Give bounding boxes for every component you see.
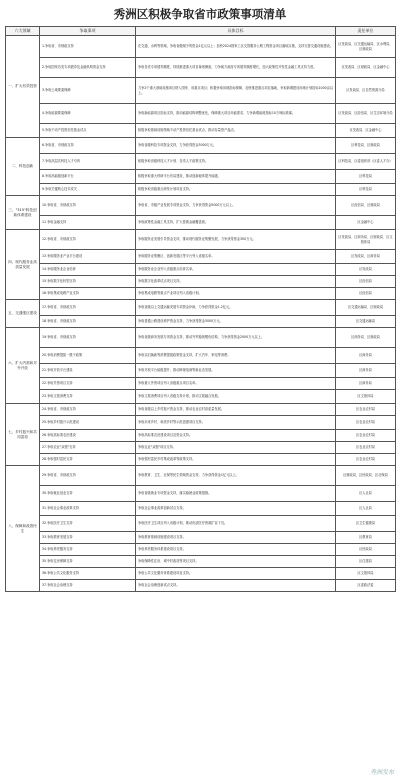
unit-cell: 区商务局 [336,364,396,378]
table-row [6,556,396,568]
goal-cell: 争取高标准农田建设项目及资金支持。 [136,430,336,442]
task-cell: 28.争取强村富民支持 [40,454,136,466]
table-row [6,58,396,78]
table-row [6,442,396,454]
category-cell: 一、扩大有效投资 [6,36,40,138]
unit-cell: 区经信局 [336,276,396,288]
goal-cell: 争取数字化改革试点项目支持。 [136,276,336,288]
goal-cell: 积极争取省级重点研发计划项目支持。 [136,184,336,196]
task-cell: 10.争取省、市财政支持 [40,196,136,216]
table-row [6,328,396,348]
task-cell: 6.争取省、市财政支持 [40,138,136,154]
header-goal: 具体目标 [136,27,336,36]
table-row [6,568,396,580]
task-cell: 22.争取外资项目支持 [40,378,136,390]
task-cell: 34.争取养老服务支持 [40,544,136,556]
goal-cell: 争取服务业企业列入省级重点培育名单。 [136,264,336,276]
table-row [6,250,396,264]
task-cell: 32.争取医疗卫生支持 [40,516,136,532]
unit-cell: 区农业农村局 [336,454,396,466]
goal-cell: 在交通、水利等领域，争取省级赋予的资金1亿元以上；加快2024国家工区交管服务公路工程资金项目落地实施，支持完善交通设施建设。 [136,36,336,58]
unit-cell: 区财政局、区民政局、区社保局 [336,466,396,486]
table-row [6,104,396,124]
category-cell: 五、交通强区建设 [6,300,40,328]
task-cell: 25.争取乡村振兴示范建设 [40,416,136,430]
header-category: 六大领域 [6,27,40,36]
table-row [6,184,396,196]
task-cell: 29.争取省、市财政支持 [40,466,136,486]
unit-cell: 区发改局、区商务局 [336,250,396,264]
table-row [6,36,396,58]
table-row [6,78,396,104]
unit-cell: 区经信局 [336,288,396,300]
task-cell: 30.争取就业创业支持 [40,486,136,502]
unit-cell: 区发改局、区商务局、区财政局、区文旅体局 [336,230,396,250]
task-cell: 35.争取住房保障支持 [40,556,136,568]
task-cell: 33.争取教育发展支持 [40,532,136,544]
unit-cell: 区农业农村局 [336,404,396,416]
unit-cell: 区商务局 [336,378,396,390]
table-row [6,230,396,250]
table-row [6,138,396,154]
table-row [6,486,396,502]
table-row [6,544,396,556]
task-cell: 23.争取文旅消费支持 [40,390,136,404]
goal-cell: 争取政策性金融工具支持，扩大普惠金融覆盖面。 [136,216,336,230]
goal-cell: 积极争取重大科研平台布局建设，推动创新载体提升能级。 [136,170,336,184]
table-row [6,404,396,416]
task-cell: 7.争取高层次科技人才引育 [40,154,136,170]
unit-cell: 区发改局、区自然资源分局 [336,78,396,104]
task-cell: 36.争取公共文化服务支持 [40,568,136,580]
table-row [6,466,396,486]
table-row [6,124,396,138]
category-cell: 二、科技创新 [6,138,40,196]
unit-cell: 区科技局 [336,170,396,184]
table-body [6,36,396,592]
goal-cell: 力争2个重大基础设施项目纳入国家、省重点项目；积极争取用地指标保障，加快推进重点项目落地，争取新增建设用地计划指标1000亩以上。 [136,78,336,104]
goal-cell: 争取省级科技专项资金支持，力争获得资金3000万元。 [136,138,336,154]
task-cell: 1.争取省、市财政支持 [40,36,136,58]
unit-cell: 区商务局 [336,348,396,364]
unit-cell: 区交通运输局 [336,316,396,328]
unit-cell: 区交通运输局、区财政局 [336,300,396,316]
task-cell: 24.争取省、市财政支持 [40,404,136,416]
goal-cell: 争取服务业发展引导资金支持，推动现代服务业集聚发展，力争获得资金300万元。 [136,230,336,250]
goal-cell: 争取未来乡村、和美乡村等示范创建项目支持。 [136,416,336,430]
task-cell: 15.争取数字化转型支持 [40,276,136,288]
goal-cell: 争取省、市级产业发展专项资金支持，力争获得资金5000万元以上。 [136,196,336,216]
unit-cell: 区科技局、区委组织部（区委人才办） [336,154,396,170]
unit-cell: 区人社局 [336,502,396,516]
category-cell: 七、乡村振兴和共同富裕 [6,404,40,466]
unit-cell: 区商务局、区财政局 [336,328,396,348]
category-cell: 三、"315"科技创新体系建设 [6,196,40,230]
goal-cell: 争取省级商务发展专项资金支持，推动外贸稳规模优结构，力争获得资金2000万元以上。 [136,328,336,348]
table-row [6,170,396,184]
task-cell: 20.争取消费提振一揽子政策 [40,348,136,364]
task-cell: 12.争取省、市财政支持 [40,230,136,250]
task-cell: 9.争取关键核心技术攻关 [40,184,136,196]
goal-cell: 争取以旧换新等消费提振政策资金支持，扩大汽车、家电等消费。 [136,348,336,364]
goal-cell: 争取教育、卫生、社保等民生领域资金支持，力争获得资金1亿元以上。 [136,466,336,486]
task-cell: 21.争取开放平台建设 [40,364,136,378]
unit-cell: 区农业农村局 [336,442,396,454]
unit-cell: 区文旅体局 [336,390,396,404]
unit-cell: 区科技局 [336,184,396,196]
goal-cell: 积极争取基础设施领域不动产投资信托基金试点，推动存量资产盘活。 [136,124,336,138]
goal-cell: 争取养老服务体系建设项目支持。 [136,544,336,556]
unit-cell: 区农业农村局 [336,430,396,442]
task-cell: 14.争取服务业企业培育 [40,264,136,276]
table-row [6,348,396,364]
unit-cell: 区卫生健康局 [336,516,396,532]
category-cell: 八、保障和改善民生 [6,466,40,592]
unit-cell: 区发改局、区交通运输局、区水利局、区财政局 [336,36,396,58]
header-task: 争取事项 [40,27,136,36]
goal-cell: 争取省级以上交通运输发展专项资金补助，力争获得资金1.2亿元。 [136,300,336,316]
unit-cell: 区教育局 [336,532,396,544]
goal-cell: 争取文旅消费项目列入省级支持计划，推动文旅融合发展。 [136,390,336,404]
goal-cell: 争取强村富民乡村集成改革等政策支持。 [136,454,336,466]
goal-cell: 争取公共文化服务体系建设项目支持。 [136,568,336,580]
goal-cell: 争取社会事业改革创新试点支持。 [136,502,336,516]
unit-cell: 区发改局、区经信局、区生态环境分局 [336,104,396,124]
unit-cell: 区文旅体局 [336,568,396,580]
task-cell: 4.争取能源要素保障 [40,104,136,124]
task-cell: 3.争取土地要素保障 [40,78,136,104]
task-cell: 19.争取省、市财政支持 [40,328,136,348]
goal-cell: 争取各类专项债券额度，持续推进重大项目谋划储备，力争地方政府专项债券额度增长，加大政策性开发性金融工具支持力度。 [136,58,336,78]
task-cell: 37.争取社会治理支持 [40,580,136,592]
unit-cell: 区住建局 [336,556,396,568]
task-cell: 27.争取农业"双强"支持 [40,442,136,454]
unit-cell: 区经信局、区财政局 [336,196,396,216]
table-row [6,216,396,230]
goal-cell: 争取省级以上乡村振兴资金支持，推动农业农村高质量发展。 [136,404,336,416]
task-cell: 17.争取省、市财政支持 [40,300,136,316]
goal-cell: 争取保障性住房、城中村改造等项目支持。 [136,556,336,568]
table-row [6,364,396,378]
unit-cell: 区科技局、区财政局 [336,138,396,154]
task-cell: 2.争取国家各类专项债券及金融机构资金支持 [40,58,136,78]
unit-cell: 区农业农村局 [336,416,396,430]
goal-cell: 争取农业"双强"项目支持。 [136,442,336,454]
goal-cell: 争取服务业集聚区、创新发展区等平台列入省级名单。 [136,250,336,264]
table-row [6,264,396,276]
goal-cell: 争取教育基础设施建设项目支持。 [136,532,336,544]
document-title: 秀洲区积极争取省市政策事项清单 [113,7,287,21]
table-row [6,276,396,288]
header-unit: 责任单位 [336,27,396,36]
unit-cell: 区发改局 [336,264,396,276]
task-cell: 11.争取金融支持 [40,216,136,230]
task-cell: 13.争取服务业产业平台建设 [40,250,136,264]
goal-cell: 积极争取省级科技人才计划、各类人才政策支持。 [136,154,336,170]
table-row [6,416,396,430]
unit-cell: 区委政法委 [336,580,396,592]
table-header-row [6,27,396,36]
table-row [6,300,396,316]
task-cell: 5.争取不动产投资信托基金试点 [40,124,136,138]
category-cell: 六、扩大内需和对外开放 [6,328,40,404]
table-row [6,580,396,592]
table-row [6,430,396,442]
goal-cell: 争取开放平台能级提升，推动跨境电商等新业态发展。 [136,364,336,378]
unit-cell: 区发改局、区财政局、区金融中心 [336,58,396,78]
watermark: 秀洲发布 [369,769,394,776]
goal-cell: 争取医疗卫生项目列入省级计划，推动优质医疗资源扩容下沉。 [136,516,336,532]
goal-cell: 争取新能源项目指标支持，推动能源结构调整优化，保障重大项目用能需求，力争新增能耗指标10万吨标准煤。 [136,104,336,124]
goal-cell: 争取集成电路等重点产业项目列入省级计划。 [136,288,336,300]
table-row [6,196,396,216]
table-row [6,532,396,544]
goal-cell: 争取省级就业专项资金支持，落实稳就业政策措施。 [136,486,336,502]
table-row [6,288,396,300]
table-row [6,154,396,170]
table-row [6,378,396,390]
table-row [6,454,396,466]
category-cell: 四、现代服务业高质量发展 [6,230,40,300]
unit-cell: 区发改局、区金融中心 [336,124,396,138]
table-row [6,316,396,328]
unit-cell: 区金融中心 [336,216,396,230]
table-row [6,390,396,404]
table-row [6,502,396,516]
goal-cell: 争取普通公路建设养护资金支持，力争获得资金3000万元。 [136,316,336,328]
task-cell: 18.争取省、市财政支持 [40,316,136,328]
goal-cell: 争取重大外资项目列入省级重点项目名单。 [136,378,336,390]
unit-cell: 区人社局 [336,486,396,502]
task-cell: 16.争取集成电路产业支持 [40,288,136,300]
policy-table [5,26,396,592]
table-row [6,516,396,532]
task-cell: 26.争取高标准农田建设 [40,430,136,442]
unit-cell: 区民政局 [336,544,396,556]
task-cell: 31.争取社会事业改革支持 [40,502,136,516]
task-cell: 8.争取高能级创新平台 [40,170,136,184]
goal-cell: 争取社会治理创新试点支持。 [136,580,336,592]
